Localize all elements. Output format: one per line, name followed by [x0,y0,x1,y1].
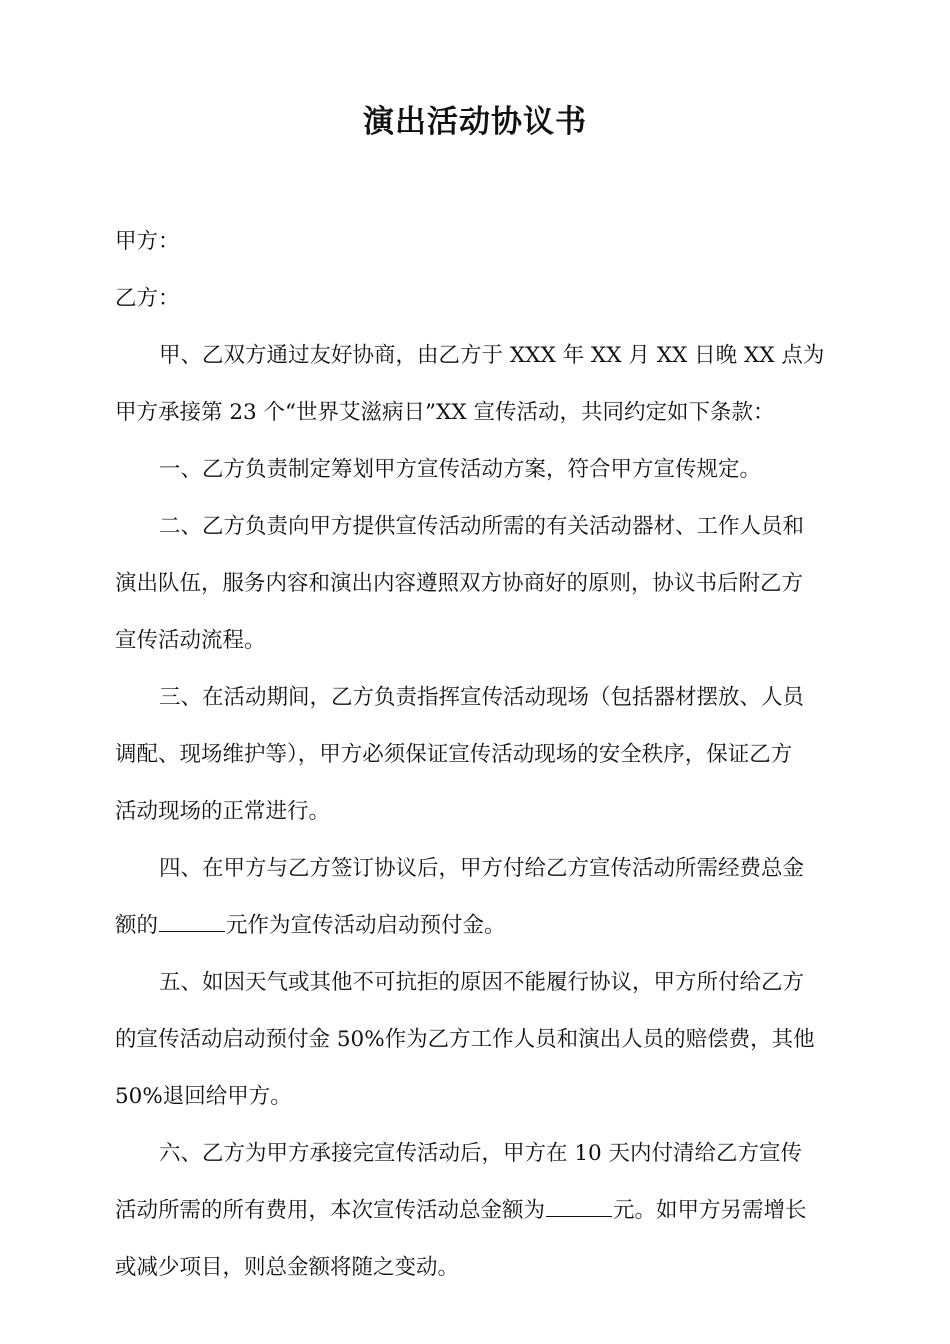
clause-3-line-2: 调配、现场维护等），甲方必须保证宣传活动现场的安全秩序，保证乙方 [115,742,793,767]
party-a-line: 甲方： [115,229,180,254]
clause-1 [115,441,837,498]
clause-3-line-1: 三、在活动期间，乙方负责指挥宣传活动现场（包括器材摆放、人员 [159,685,805,710]
clause-6-text-before-blank: 活动所需的所有费用，本次宣传活动总金额为 [115,1198,546,1223]
intro-line-2: 甲方承接第 23 个“世界艾滋病日”XX 宣传活动，共同约定如下条款： [115,400,775,425]
clause-4-text-after-blank: 元作为宣传活动启动预付金。 [226,913,506,938]
clause-5-line-3: 50%退回给甲方。 [115,1084,292,1109]
clause-5-line-2: 的宣传活动启动预付金 50%作为乙方工作人员和演出人员的赔偿费，其他 [115,1027,815,1052]
intro-line-1: 甲、乙双方通过友好协商，由乙方于 XXX 年 XX 月 XX 日晚 XX 点为 [159,343,825,368]
party-b-line: 乙方： [115,286,180,311]
total-amount-blank [546,1198,612,1217]
clause-4-line-2 [115,897,837,954]
clause-6-text-after-blank: 元。如甲方另需增长 [613,1198,807,1223]
document-body [115,213,837,1296]
clause-1-line-1: 一、乙方负责制定筹划甲方宣传活动方案，符合甲方宣传规定。 [159,457,762,482]
clause-4 [115,840,837,954]
clause-2 [115,498,837,669]
clause-6-line-1: 六、乙方为甲方承接完宣传活动后，甲方在 10 天内付清给乙方宣传 [159,1141,803,1166]
clause-5 [115,954,837,1125]
clause-2-line-1: 二、乙方负责向甲方提供宣传活动所需的有关活动器材、工作人员和 [159,514,805,539]
clause-6-line-2 [115,1182,837,1239]
clause-3-line-3: 活动现场的正常进行。 [115,799,331,824]
clause-6-line-3: 或减少项目，则总金额将随之变动。 [115,1255,460,1280]
clause-3 [115,669,837,840]
clause-4-line-1: 四、在甲方与乙方签订协议后，甲方付给乙方宣传活动所需经费总金 [159,856,805,881]
document-title: 演出活动协议书 [363,104,587,140]
clause-2-line-3: 宣传活动流程。 [115,628,266,653]
intro-paragraph [115,327,837,441]
clause-4-text-before-blank: 额的 [115,913,159,938]
clause-2-line-2: 演出队伍，服务内容和演出内容遵照双方协商好的原则，协议书后附乙方 [115,571,804,596]
prepayment-amount-blank [159,913,225,932]
clause-5-line-1: 五、如因天气或其他不可抗拒的原因不能履行协议，甲方所付给乙方 [159,970,805,995]
clause-6 [115,1125,837,1296]
